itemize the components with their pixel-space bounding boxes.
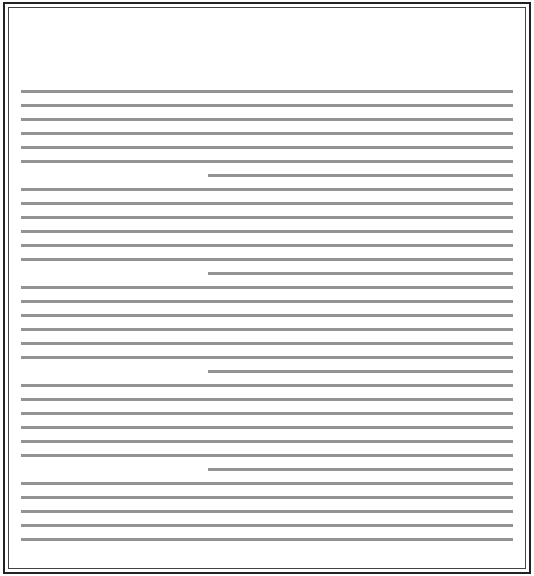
notice-text-line <box>21 132 513 135</box>
notice-text-line <box>21 300 513 303</box>
notice-text-line <box>21 454 513 457</box>
notice-inner-border <box>8 7 526 569</box>
notice-text-line <box>21 90 513 93</box>
notice-text-line <box>208 272 513 275</box>
notice-text-line <box>21 202 513 205</box>
notice-text-line <box>21 482 513 485</box>
notice-text-line <box>21 412 513 415</box>
notice-text-line <box>21 356 513 359</box>
notice-text-line <box>21 258 513 261</box>
notice-text-line <box>21 398 513 401</box>
notice-text-line <box>21 342 513 345</box>
notice-text-line <box>21 188 513 191</box>
notice-title <box>9 16 525 46</box>
notice-body <box>21 84 513 546</box>
notice-text-line <box>21 510 513 513</box>
notice-text-line <box>21 160 513 163</box>
notice-text-line <box>21 146 513 149</box>
notice-text-line <box>21 328 513 331</box>
notice-text-line <box>21 496 513 499</box>
notice-text-line <box>21 524 513 527</box>
notice-text-line <box>21 216 513 219</box>
auction-notice <box>3 2 531 574</box>
notice-text-line <box>21 104 513 107</box>
notice-body-lines <box>21 84 513 546</box>
notice-date-and-number <box>9 52 525 74</box>
notice-text-line <box>21 244 513 247</box>
notice-text-line <box>21 384 513 387</box>
notice-text-line <box>21 440 513 443</box>
notice-text-line <box>208 174 513 177</box>
notice-text-line <box>208 370 513 373</box>
notice-text-line <box>21 426 513 429</box>
notice-text-line <box>21 118 513 121</box>
notice-text-line <box>208 468 513 471</box>
notice-text-line <box>21 314 513 317</box>
notice-text-line <box>21 286 513 289</box>
notice-text-line <box>21 230 513 233</box>
notice-signature <box>9 536 525 558</box>
